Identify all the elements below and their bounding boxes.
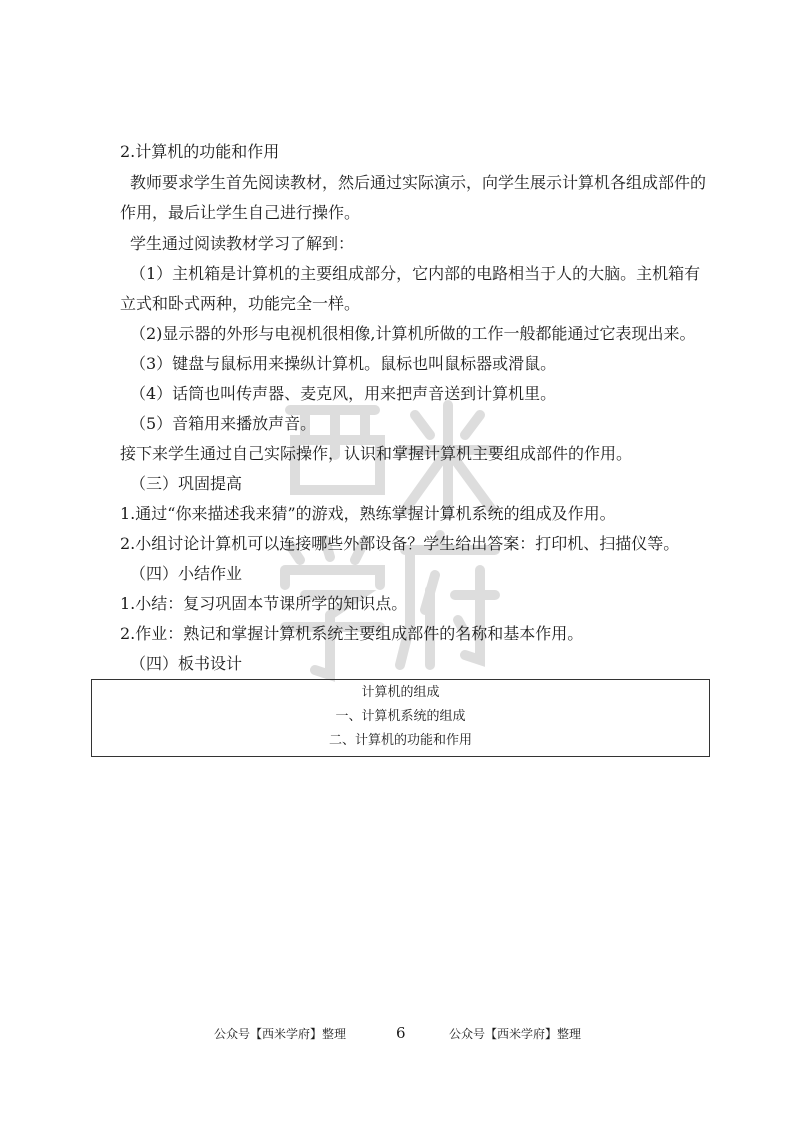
list-item: 1.通过“你来描述我来猜”的游戏，熟练掌握计算机系统的组成及作用。 bbox=[120, 504, 616, 523]
board-line: 二、计算机的功能和作用 bbox=[328, 733, 472, 748]
board-design-box bbox=[91, 679, 710, 757]
list-item: 2.作业：熟记和掌握计算机系统主要组成部件的名称和基本作用。 bbox=[120, 624, 584, 643]
list-item: 2.小组讨论计算机可以连接哪些外部设备？学生给出答案：打印机、扫描仪等。 bbox=[120, 534, 680, 553]
paragraph-line: 作用，最后让学生自己进行操作。 bbox=[120, 203, 361, 222]
footer-right: 公众号【西米学府】整理 bbox=[449, 1027, 582, 1041]
list-item: （3）键盘与鼠标用来操纵计算机。鼠标也叫鼠标器或滑鼠。 bbox=[130, 354, 557, 373]
section-heading: 2.计算机的功能和作用 bbox=[120, 142, 280, 161]
list-item: （5）音箱用来播放声音。 bbox=[130, 414, 317, 433]
list-item: （1）主机箱是计算机的主要组成部分，它内部的电路相当于人的大脑。主机箱有 bbox=[130, 264, 701, 283]
paragraph-line: 学生通过阅读教材学习了解到： bbox=[130, 234, 355, 253]
section-heading: （三）巩固提高 bbox=[130, 474, 243, 493]
list-item: （4）话筒也叫传声器、麦克风，用来把声音送到计算机里。 bbox=[130, 384, 557, 403]
list-item: 1.小结：复习巩固本节课所学的知识点。 bbox=[120, 594, 408, 613]
page-number: 6 bbox=[396, 1024, 406, 1042]
footer-left: 公众号【西米学府】整理 bbox=[214, 1027, 347, 1041]
paragraph-line: 教师要求学生首先阅读教材，然后通过实际演示，向学生展示计算机各组成部件的 bbox=[130, 173, 707, 192]
list-item: （2)显示器的外形与电视机很相像,计算机所做的工作一般都能通过它表现出来。 bbox=[130, 324, 696, 343]
board-line: 一、计算机系统的组成 bbox=[335, 709, 466, 724]
section-heading: （四）板书设计 bbox=[130, 654, 243, 673]
section-heading: （四）小结作业 bbox=[130, 564, 243, 583]
list-item-continuation: 立式和卧式两种，功能完全一样。 bbox=[120, 294, 361, 313]
paragraph-line: 接下来学生通过自己实际操作，认识和掌握计算机主要组成部件的作用。 bbox=[120, 444, 633, 463]
board-title: 计算机的组成 bbox=[361, 685, 440, 700]
